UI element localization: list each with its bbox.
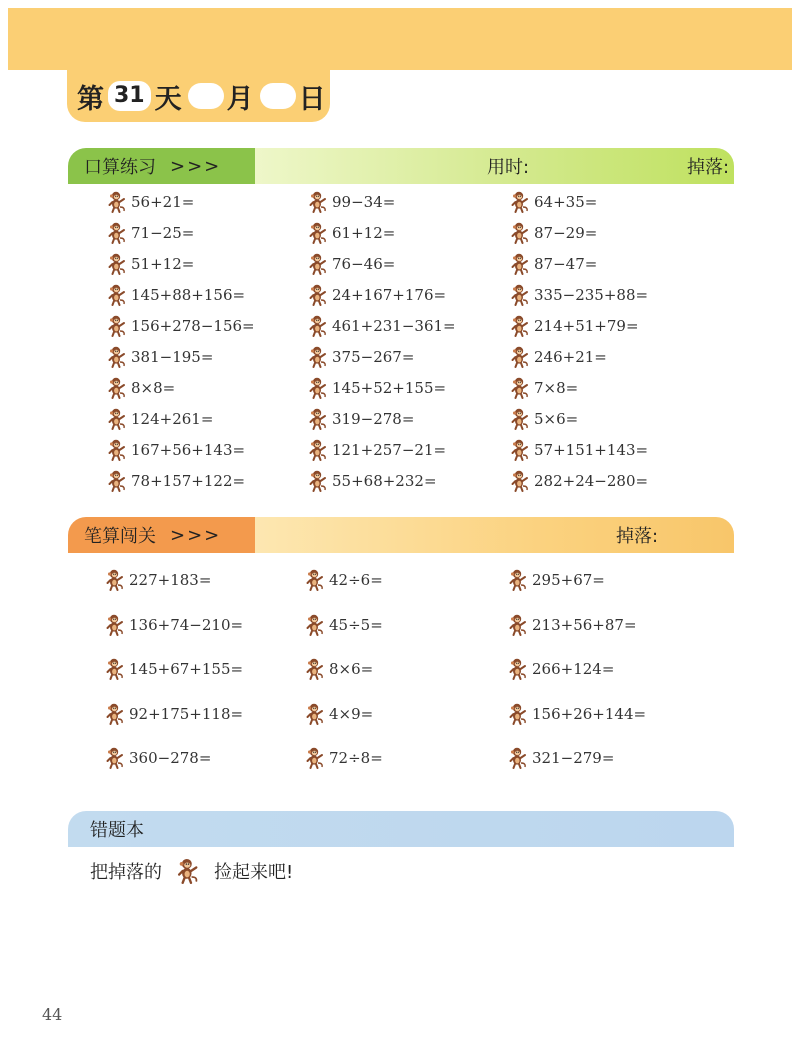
monkey-icon [107, 346, 127, 368]
monkey-icon [308, 284, 328, 306]
problem-text: 167+56+143= [131, 441, 246, 459]
problem-text: 282+24−280= [534, 472, 649, 490]
problem-item [510, 315, 639, 337]
monkey-icon [107, 222, 127, 244]
problem-item [305, 703, 373, 725]
oral-practice-header-band [255, 148, 734, 184]
problem-item [308, 377, 446, 399]
monkey-icon [305, 569, 325, 591]
problem-item [305, 569, 383, 591]
problem-text: 121+257−21= [332, 441, 447, 459]
monkey-icon [510, 191, 530, 213]
problem-text: 246+21= [534, 348, 607, 366]
monkey-icon [510, 284, 530, 306]
problem-item [508, 614, 637, 636]
problem-text: 57+151+143= [534, 441, 649, 459]
problem-item [107, 253, 194, 275]
oral-practice-title: 口算练习 [84, 157, 156, 178]
monkey-icon [508, 614, 528, 636]
monkey-icon [308, 346, 328, 368]
problem-text: 360−278= [129, 749, 212, 767]
problem-text: 375−267= [332, 348, 415, 366]
monkey-icon [510, 439, 530, 461]
prompt-before: 把掉落的 [90, 862, 162, 883]
problem-item [107, 408, 213, 430]
problem-item [308, 191, 395, 213]
oral-practice-arrows: >>> [170, 155, 222, 177]
monkey-icon [308, 377, 328, 399]
month-blank[interactable] [188, 83, 224, 109]
monkey-icon [308, 253, 328, 275]
problem-item [308, 346, 414, 368]
problem-item [308, 315, 456, 337]
date-label: 日 [298, 83, 326, 115]
monkey-icon [105, 703, 125, 725]
problem-text: 335−235+88= [534, 286, 649, 304]
monkey-icon [308, 470, 328, 492]
monkey-icon [508, 703, 528, 725]
problem-item [107, 377, 175, 399]
monkey-icon [105, 614, 125, 636]
monkey-icon [305, 614, 325, 636]
wrong-book-header [68, 811, 734, 847]
problem-item [105, 569, 211, 591]
problem-text: 64+35= [534, 193, 598, 211]
problem-item [508, 569, 605, 591]
problem-text: 321−279= [532, 749, 615, 767]
written-challenge-title: 笔算闯关 [84, 526, 156, 547]
problem-text: 227+183= [129, 571, 212, 589]
day-suffix: 天 [154, 83, 182, 115]
oral-practice-title-box [68, 148, 255, 184]
monkey-icon [305, 658, 325, 680]
problem-text: 87−47= [534, 255, 598, 273]
problem-item [105, 747, 211, 769]
monkey-icon [107, 408, 127, 430]
written-challenge-header-band [255, 517, 734, 553]
monkey-icon [107, 315, 127, 337]
monkey-icon [510, 222, 530, 244]
problem-text: 213+56+87= [532, 616, 637, 634]
problem-item [510, 191, 597, 213]
problem-text: 145+52+155= [332, 379, 447, 397]
problem-text: 156+26+144= [532, 705, 647, 723]
problem-item [308, 253, 395, 275]
prompt-after: 捡起来吧! [214, 862, 294, 883]
monkey-icon [510, 346, 530, 368]
monkey-icon [508, 747, 528, 769]
day-title [67, 70, 330, 122]
problem-text: 72÷8= [329, 749, 383, 767]
monkey-icon [105, 569, 125, 591]
problem-text: 145+88+156= [131, 286, 246, 304]
monkey-icon [107, 439, 127, 461]
monkey-icon [107, 284, 127, 306]
problem-text: 76−46= [332, 255, 396, 273]
monkey-icon [508, 569, 528, 591]
problem-text: 5×6= [534, 410, 579, 428]
problem-item [105, 658, 243, 680]
problem-item [508, 747, 614, 769]
written-challenge-header [68, 517, 734, 553]
written-challenge-arrows: >>> [170, 524, 222, 546]
problem-item [107, 222, 194, 244]
day-number: 31 [108, 81, 151, 111]
problem-text: 381−195= [131, 348, 214, 366]
monkey-icon [105, 658, 125, 680]
monkey-icon [107, 470, 127, 492]
oral-dropped-label: 掉落: [687, 157, 730, 178]
problem-item [107, 470, 245, 492]
day-prefix: 第 [77, 83, 104, 115]
problem-item [107, 191, 194, 213]
problem-item [508, 703, 646, 725]
monkey-icon [510, 315, 530, 337]
problem-item [308, 408, 414, 430]
monkey-icon [510, 377, 530, 399]
problem-text: 8×6= [329, 660, 374, 678]
monkey-icon [107, 191, 127, 213]
problem-item [308, 284, 446, 306]
wrong-book-prompt [90, 858, 293, 884]
page-number: 44 [42, 1005, 63, 1024]
oral-practice-header [68, 148, 734, 184]
monkey-icon [308, 315, 328, 337]
wrong-book-title: 错题本 [68, 811, 734, 847]
problem-item [305, 658, 373, 680]
date-blank[interactable] [260, 83, 296, 109]
written-dropped-label: 掉落: [616, 526, 659, 547]
problem-item [105, 614, 243, 636]
monkey-icon [508, 658, 528, 680]
problem-item [510, 253, 597, 275]
problem-item [510, 377, 578, 399]
problem-item [510, 408, 578, 430]
problem-text: 51+12= [131, 255, 195, 273]
problem-text: 295+67= [532, 571, 605, 589]
problem-text: 92+175+118= [129, 705, 244, 723]
problem-text: 78+157+122= [131, 472, 246, 490]
problem-item [305, 747, 383, 769]
monkey-icon [305, 703, 325, 725]
problem-text: 61+12= [332, 224, 396, 242]
monkey-icon [107, 377, 127, 399]
written-challenge-title-box [68, 517, 255, 553]
problem-item [308, 439, 446, 461]
monkey-icon [308, 408, 328, 430]
monkey-icon [308, 439, 328, 461]
problem-text: 266+124= [532, 660, 615, 678]
problem-text: 214+51+79= [534, 317, 639, 335]
problem-text: 42÷6= [329, 571, 383, 589]
monkey-icon [510, 408, 530, 430]
problem-text: 55+68+232= [332, 472, 437, 490]
monkey-icon [176, 858, 200, 884]
problem-text: 8×8= [131, 379, 176, 397]
problem-text: 45÷5= [329, 616, 383, 634]
problem-item [510, 346, 607, 368]
problem-item [308, 470, 437, 492]
problem-item [107, 346, 213, 368]
problem-text: 99−34= [332, 193, 396, 211]
problem-text: 71−25= [131, 224, 195, 242]
problem-item [510, 284, 648, 306]
monkey-icon [510, 470, 530, 492]
problem-text: 4×9= [329, 705, 374, 723]
monkey-icon [305, 747, 325, 769]
top-banner [8, 8, 792, 70]
problem-text: 87−29= [534, 224, 598, 242]
month-label: 月 [226, 83, 254, 115]
time-used-label: 用时: [487, 157, 530, 178]
monkey-icon [107, 253, 127, 275]
problem-text: 7×8= [534, 379, 579, 397]
problem-item [107, 315, 255, 337]
problem-text: 24+167+176= [332, 286, 447, 304]
monkey-icon [105, 747, 125, 769]
problem-item [105, 703, 243, 725]
problem-item [510, 439, 648, 461]
monkey-icon [510, 253, 530, 275]
problem-item [508, 658, 614, 680]
problem-item [107, 284, 245, 306]
problem-text: 145+67+155= [129, 660, 244, 678]
problem-text: 461+231−361= [332, 317, 456, 335]
problem-item [107, 439, 245, 461]
problem-text: 156+278−156= [131, 317, 255, 335]
problem-item [305, 614, 383, 636]
problem-text: 56+21= [131, 193, 195, 211]
problem-text: 136+74−210= [129, 616, 244, 634]
monkey-icon [308, 191, 328, 213]
monkey-icon [308, 222, 328, 244]
problem-item [510, 222, 597, 244]
problem-item [308, 222, 395, 244]
problem-text: 319−278= [332, 410, 415, 428]
problem-text: 124+261= [131, 410, 214, 428]
problem-item [510, 470, 648, 492]
